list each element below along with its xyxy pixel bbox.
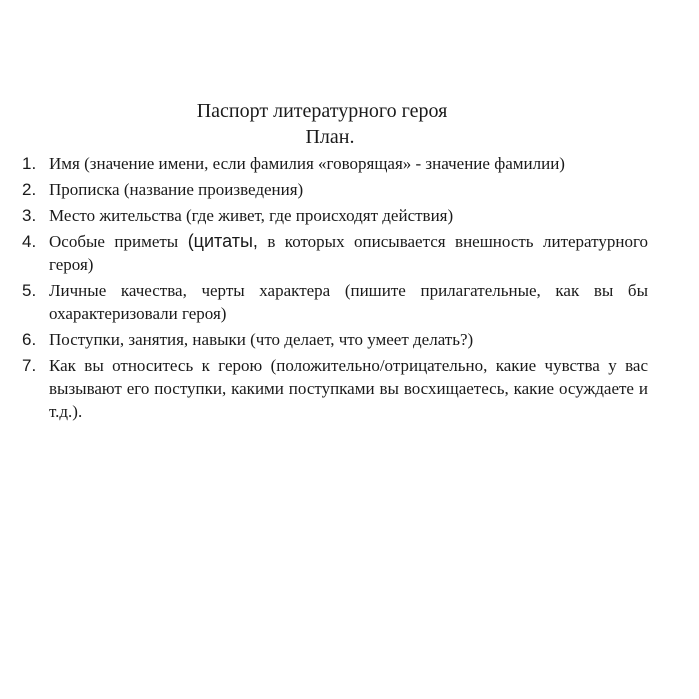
item-text: Поступки, занятия, навыки (что делает, что умеет делать?): [49, 330, 474, 349]
item-number: 2.: [22, 180, 37, 199]
item-text: Имя (значение имени, если фамилия «говорящая» - значение фамилии): [49, 154, 565, 173]
item-text: Личные качества, черты характера (пишите прилагательные, как вы бы охарактеризовали героя): [49, 281, 648, 323]
item-number: 6.: [22, 330, 37, 349]
plan-item-2: [22, 178, 648, 201]
item-text-highlight: (цитаты,: [187, 231, 258, 251]
plan-item-5: [22, 279, 648, 325]
plan-item-7: [22, 354, 648, 423]
item-number: 4.: [22, 232, 37, 251]
item-text: Место жительства (где живет, где происходят действия): [49, 206, 454, 225]
item-text-end: в которых описывается внешность литературного героя): [49, 232, 649, 274]
item-number: 1.: [22, 154, 37, 173]
item-number: 7.: [22, 356, 37, 375]
plan-list: [22, 152, 648, 426]
plan-item-3: [22, 204, 648, 227]
document-subtitle: План.: [305, 126, 355, 148]
plan-item-4: [22, 230, 648, 276]
item-text: Прописка (название произведения): [49, 180, 304, 199]
plan-item-6: [22, 328, 648, 351]
document-title: Паспорт литературного героя: [196, 100, 448, 122]
plan-item-1: [22, 152, 648, 175]
item-text-start: Особые приметы: [49, 232, 188, 251]
item-number: 3.: [22, 206, 37, 225]
item-number: 5.: [22, 281, 37, 300]
item-text: Как вы относитесь к герою (положительно/отрицательно, какие чувства у вас вызывают его поступки, какими поступками вы восхищаетесь, какие осуждаете и т.д.).: [49, 356, 648, 421]
